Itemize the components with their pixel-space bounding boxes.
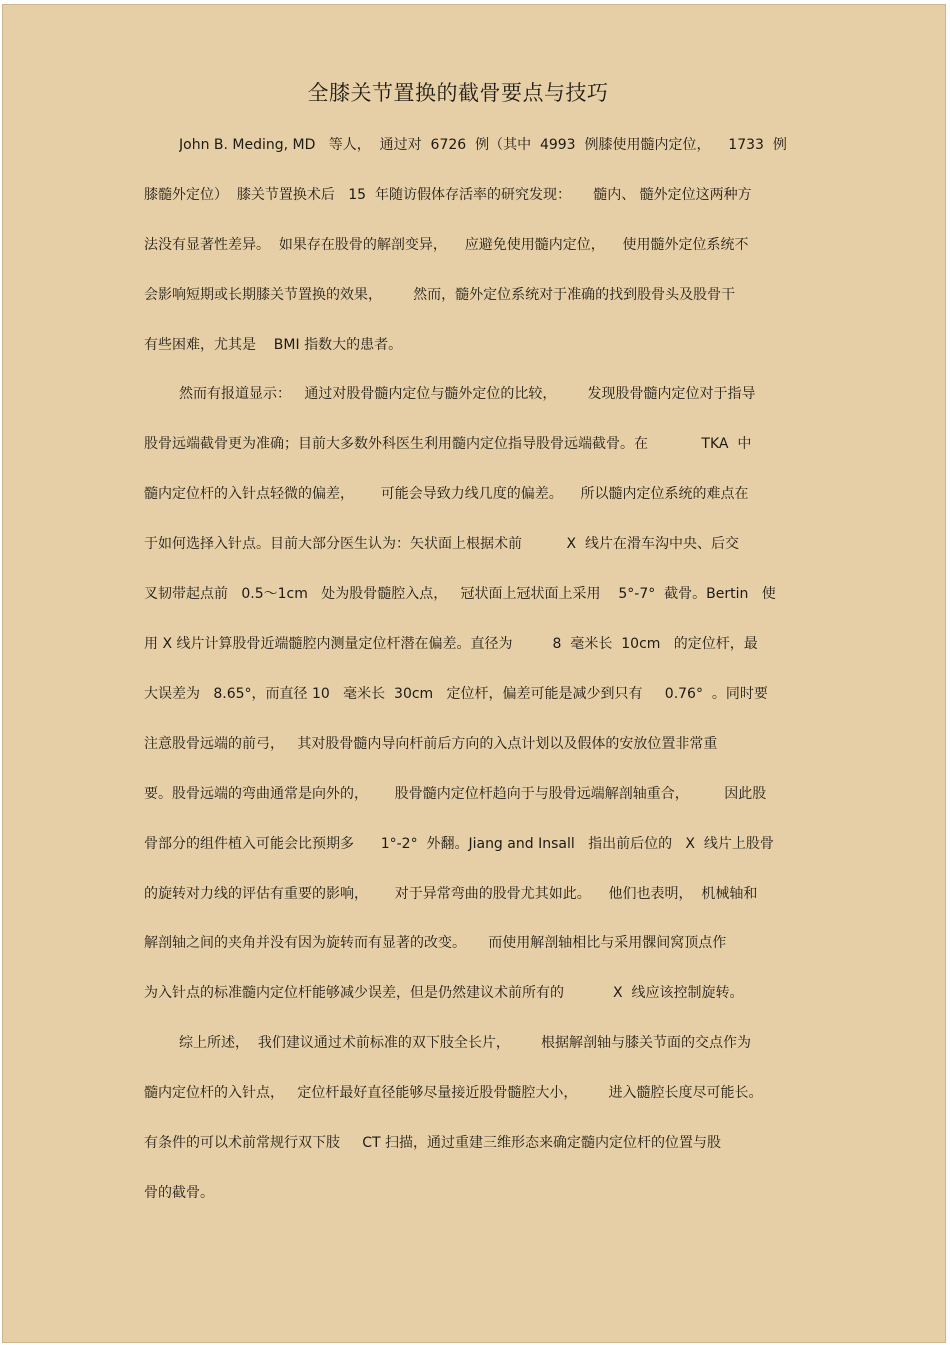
text-line: 有些困难，尤其是 BMI 指数大的患者。 [144, 337, 403, 353]
text-line: 然而有报道显示： 通过对股骨髓内定位与髓外定位的比较， 发现股骨髓内定位对于指导 [179, 386, 756, 402]
text-line: 大误差为 8.65°，而直径 10 毫米长 30cm 定位杆，偏差可能是减少到只有 0.76° 。同时要 [144, 686, 768, 702]
text-line: 膝髓外定位） 膝关节置换术后 15 年随访假体存活率的研究发现： 髓内、 髓外定位这两种方 [144, 187, 752, 203]
text-line: John B. Meding, MD 等人， 通过对 6726 例（其中 4993 例膝使用髓内定位， 1733 例 [179, 137, 787, 153]
text-line: 解剖轴之间的夹角并没有因为旋转而有显著的改变。 而使用解剖轴相比与采用髁间窝顶点作 [144, 935, 727, 951]
text-line: 髓内定位杆的入针点， 定位杆最好直径能够尽量接近股骨髓腔大小， 进入髓腔长度尽可能长。 [144, 1085, 763, 1101]
document-title: 全膝关节置换的截骨要点与技巧 [307, 81, 609, 105]
text-line: 法没有显著性差异。 如果存在股骨的解剖变异， 应避免使用髓内定位， 使用髓外定位系统不 [144, 237, 749, 253]
text-line: 有条件的可以术前常规行双下肢 CT 扫描，通过重建三维形态来确定髓内定位杆的位置与股 [144, 1135, 722, 1151]
text-line: 骨部分的组件植入可能会比预期多 1°-2° 外翻。Jiang and Insall 指出前后位的 X 线片上股骨 [144, 836, 774, 852]
text-line: 于如何选择入针点。目前大部分医生认为：矢状面上根据术前 X 线片在滑车沟中央、后交 [144, 536, 739, 552]
text-line: 叉韧带起点前 0.5～1cm 处为股骨髓腔入点， 冠状面上冠状面上采用 5°-7° 截骨。Bertin 使 [144, 586, 776, 602]
text-line: 要。股骨远端的弯曲通常是向外的， 股骨髓内定位杆趋向于与股骨远端解剖轴重合， 因此股 [144, 786, 767, 802]
text-line: 为入针点的标准髓内定位杆能够减少误差，但是仍然建议术前所有的 X 线应该控制旋转。 [144, 985, 744, 1001]
text-line: 用 X 线片计算股骨近端髓腔内测量定位杆潜在偏差。直径为 8 毫米长 10cm 的定位杆，最 [144, 636, 758, 652]
text-line: 注意股骨远端的前弓， 其对股骨髓内导向杆前后方向的入点计划以及假体的安放位置非常重 [144, 736, 718, 752]
text-line: 股骨远端截骨更为准确；目前大多数外科医生利用髓内定位指导股骨远端截骨。在 TKA 中 [144, 436, 752, 452]
text-line: 骨的截骨。 [144, 1185, 214, 1201]
text-line: 髓内定位杆的入针点轻微的偏差， 可能会导致力线几度的偏差。 所以髓内定位系统的难点在 [144, 486, 749, 502]
document-page [2, 4, 946, 1343]
text-line: 综上所述， 我们建议通过术前标准的双下肢全长片， 根据解剖轴与膝关节面的交点作为 [179, 1035, 752, 1051]
text-line: 的旋转对力线的评估有重要的影响， 对于异常弯曲的股骨尤其如此。 他们也表明， 机械轴和 [144, 886, 758, 902]
text-line: 会影响短期或长期膝关节置换的效果， 然而，髓外定位系统对于准确的找到股骨头及股骨干 [144, 287, 736, 303]
